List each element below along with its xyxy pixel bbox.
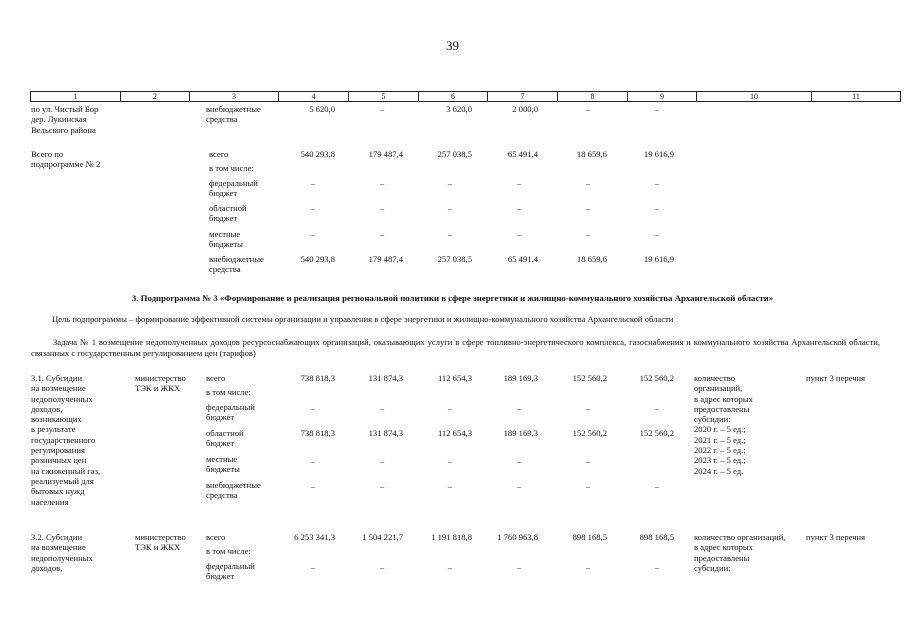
total2-src-fed: федеральный бюджет — [209, 178, 258, 199]
item32-fed-v3: – — [447, 562, 453, 572]
total2-fed-v4: – — [516, 178, 522, 188]
total2-src-loc: местные бюджеты — [209, 229, 243, 250]
item31-ext-v4: – — [516, 481, 522, 491]
row1-v4: 2 000,0 — [512, 104, 538, 114]
item32-src-all: всего — [206, 532, 226, 542]
total2-ext-v1: 540 293,8 — [300, 254, 335, 264]
item31-all-v2: 131 874,3 — [368, 373, 403, 383]
item32-src-incl: в том числе: — [206, 546, 251, 556]
total2-all-v5: 18 659,6 — [576, 149, 607, 159]
item32-all-v1: 6 253 341,3 — [294, 532, 335, 542]
item32-all-v2: 1 504 221,7 — [362, 532, 403, 542]
subprogram3-heading: 3. Подпрограмма № 3 «Формирование и реализация региональной политики в сфере энергетики и жилищно-коммунального хозяйства Архангельской области» — [131, 293, 774, 303]
total2-ext-v3: 257 038,5 — [437, 254, 472, 264]
total2-fed-v1: – — [310, 178, 316, 188]
total2-loc-v1: – — [310, 229, 316, 239]
row1-source: внебюджетные средства — [206, 104, 261, 125]
row1-v2: – — [379, 104, 385, 114]
item31-fed-v1: – — [310, 403, 316, 413]
item31-all-v4: 189 169,3 — [503, 373, 538, 383]
item31-loc-v4: – — [516, 456, 522, 466]
item31-loc-v2: – — [379, 456, 385, 466]
total2-loc-v2: – — [379, 229, 385, 239]
total2-ext-v6: 19 616,9 — [643, 254, 674, 264]
item31-fed-v4: – — [516, 403, 522, 413]
item32-all-v4: 1 760 963,8 — [497, 532, 538, 542]
total2-ext-v5: 18 659,6 — [576, 254, 607, 264]
item31-all-v6: 152 560,2 — [639, 373, 674, 383]
item32-fed-v1: – — [310, 562, 316, 572]
item31-name: 3.1. Субсидии на возмещение недополученных доходов, возникающих в результате государственного регулирования розничных цен на сжиженный газ, реализуемый для бытовых нужд населения — [31, 373, 101, 507]
total2-all-v4: 65 491,4 — [507, 149, 538, 159]
item31-all-v3: 112 654,3 — [437, 373, 472, 383]
item32-fed-v4: – — [516, 562, 522, 572]
item32-indicator: количество организаций, в адрес которых предоставлены субсидии: — [694, 532, 786, 573]
page-number: 39 — [446, 38, 459, 53]
item31-ext-v3: – — [447, 481, 453, 491]
item31-fed-v2: – — [379, 403, 385, 413]
col-1: 1 — [31, 92, 121, 102]
item32-fed-v2: – — [379, 562, 385, 572]
item32-name: 3.2. Субсидии на возмещение недополученных доходов, — [31, 532, 93, 573]
col-11: 11 — [812, 92, 901, 102]
item31-src-ext: внебюджетные средства — [206, 480, 261, 501]
total2-fed-v6: – — [654, 178, 660, 188]
item32-all-v3: 1 191 818,8 — [431, 532, 472, 542]
item31-loc-v1: – — [310, 456, 316, 466]
col-7: 7 — [488, 92, 558, 102]
item31-src-fed: федеральный бюджет — [206, 402, 255, 423]
total2-ext-v4: 65 491,4 — [507, 254, 538, 264]
col-5: 5 — [349, 92, 419, 102]
item31-indicator: количество организаций, в адрес которых предоставлены субсидии: 2020 г. – 5 ед.; 2021 г. – 5 ед.; 2022 г. – 5 ед.; 2023 г. – 5 ед.; 2024 г. – 5 ед. — [694, 373, 753, 476]
subprogram3-goal: Цель подпрограммы – формирование эффективной системы организации и управления в сфере энергетики и жилищно-коммунального хозяйства Архангельской области — [52, 314, 674, 324]
item31-reg-v5: 152 560,2 — [572, 428, 607, 438]
total2-src-ext: внебюджетные средства — [209, 254, 264, 275]
total2-loc-v5: – — [585, 229, 591, 239]
item31-all-v1: 738 818,3 — [300, 373, 335, 383]
item31-ext-v6: – — [654, 481, 660, 491]
total2-loc-v4: – — [516, 229, 522, 239]
item31-src-incl: в том числе: — [206, 387, 251, 397]
total2-src-reg: областной бюджет — [209, 203, 247, 224]
item31-fed-v3: – — [447, 403, 453, 413]
col-2: 2 — [121, 92, 190, 102]
row1-name: по ул. Чистый Бор дер. Лукинская Вельского района — [31, 104, 99, 135]
item31-ext-v5: – — [585, 481, 591, 491]
item31-reg-v4: 189 169,3 — [503, 428, 538, 438]
col-4: 4 — [279, 92, 349, 102]
total2-reg-v4: – — [516, 203, 522, 213]
total2-loc-v3: – — [447, 229, 453, 239]
total2-ext-v2: 179 487,4 — [368, 254, 403, 264]
item31-link: пункт 3 перечня — [806, 373, 866, 383]
item31-src-all: всего — [206, 373, 226, 383]
total2-reg-v5: – — [585, 203, 591, 213]
row1-v6: – — [654, 104, 660, 114]
total2-loc-v6: – — [654, 229, 660, 239]
item32-all-v6: 898 168,5 — [639, 532, 674, 542]
total2-src-incl: в том числе: — [209, 163, 254, 173]
total2-all-v1: 540 293,8 — [300, 149, 335, 159]
item31-all-v5: 152 560,2 — [572, 373, 607, 383]
total2-name: Всего по подпрограмме № 2 — [31, 149, 101, 170]
total2-all-v6: 19 616,9 — [643, 149, 674, 159]
col-8: 8 — [558, 92, 628, 102]
item31-reg-v2: 131 874,3 — [368, 428, 403, 438]
item31-fed-v5: – — [585, 403, 591, 413]
item31-fed-v6: – — [654, 403, 660, 413]
total2-reg-v2: – — [379, 203, 385, 213]
item31-reg-v1: 738 818,3 — [300, 428, 335, 438]
item32-fed-v6: – — [654, 562, 660, 572]
item31-loc-v5: – — [585, 456, 591, 466]
total2-all-v3: 257 038,5 — [437, 149, 472, 159]
col-10: 10 — [697, 92, 812, 102]
item31-loc-v3: – — [447, 456, 453, 466]
item32-executor: министерство ТЭК и ЖКХ — [135, 532, 186, 553]
row1-v3: 3 620,0 — [446, 104, 472, 114]
subprogram3-task: Задача № 1 возмещение недополученных доходов ресурсоснабжающих организаций, оказывающих услуги в сфере топливно-энергетического комплекса, газоснабжения и коммунального хозяйства Архангельской области, связанных с государственным регулированием цен (тарифов) — [31, 337, 880, 358]
col-6: 6 — [419, 92, 488, 102]
item31-src-loc: местные бюджеты — [206, 454, 240, 475]
row1-v5: – — [585, 104, 591, 114]
total2-reg-v3: – — [447, 203, 453, 213]
total2-reg-v1: – — [310, 203, 316, 213]
total2-src-all: всего — [209, 149, 229, 159]
row1-v1: 5 620,0 — [309, 104, 335, 114]
column-number-header — [30, 91, 901, 102]
item31-executor: министерство ТЭК и ЖКХ — [135, 373, 186, 394]
item31-src-reg: областной бюджет — [206, 428, 244, 449]
item32-src-fed: федеральный бюджет — [206, 561, 255, 582]
item31-reg-v3: 112 654,3 — [437, 428, 472, 438]
total2-fed-v5: – — [585, 178, 591, 188]
item31-ext-v1: – — [310, 481, 316, 491]
total2-reg-v6: – — [654, 203, 660, 213]
col-9: 9 — [628, 92, 697, 102]
total2-fed-v3: – — [447, 178, 453, 188]
item32-link: пункт 3 перечня — [806, 532, 866, 542]
total2-fed-v2: – — [379, 178, 385, 188]
item31-ext-v2: – — [379, 481, 385, 491]
total2-all-v2: 179 487,4 — [368, 149, 403, 159]
item31-reg-v6: 152 560,2 — [639, 428, 674, 438]
item32-all-v5: 898 168,5 — [572, 532, 607, 542]
col-3: 3 — [190, 92, 279, 102]
item32-fed-v5: – — [585, 562, 591, 572]
